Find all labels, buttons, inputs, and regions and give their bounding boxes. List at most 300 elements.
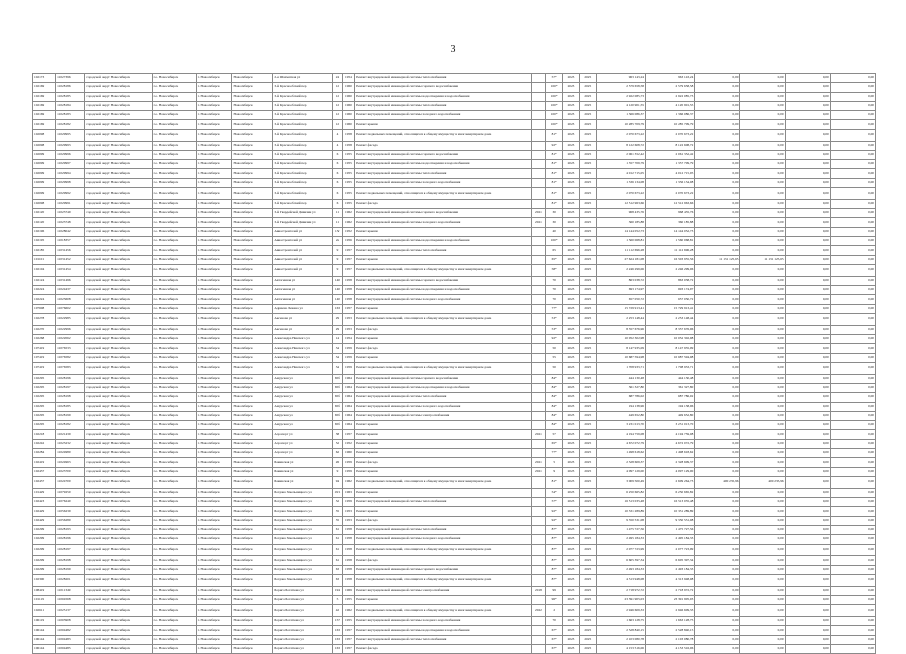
cell-municipality: городской округ Новосибирск <box>85 458 152 467</box>
cell-house: 157 <box>333 617 342 626</box>
cell-plan-start: 2023 <box>563 209 580 218</box>
cell-municipality: городской округ Новосибирск <box>85 645 152 654</box>
cell-sum-b: 0,00 <box>740 605 785 617</box>
cell-cost-total: 693 174,97 <box>596 286 645 295</box>
cell-street: Бориса Богаткова ул <box>273 596 333 605</box>
cell-sum-a: 0,00 <box>695 74 740 83</box>
cell-code: 11028201 <box>56 574 85 586</box>
cell-sum-d: 0,00 <box>830 129 875 141</box>
cell-plan-start: 2023 <box>563 556 580 565</box>
cell-street: Авиастроителей ул <box>273 227 333 236</box>
cell-plan-end: 2025 <box>579 535 596 544</box>
cell-municipality: городской округ Новосибирск <box>85 304 152 313</box>
cell-street: Бакинская ул <box>273 467 333 476</box>
cell-row-id: 102437 <box>33 476 56 488</box>
cell-locality-type: г.о. Новосибирск <box>152 150 196 159</box>
cell-district: Новосибирск <box>232 635 273 644</box>
cell-cost-budget: 4 194 759,08 <box>646 430 695 439</box>
cell-sum-a: 0,00 <box>695 421 740 430</box>
cell-cost-budget: 4 153 516,06 <box>646 645 695 654</box>
table-row <box>33 246 876 255</box>
cell-work-type: Ремонт крыши <box>355 507 531 516</box>
table-row <box>33 150 876 159</box>
cell-cost-total: 1 663 128,75 <box>596 617 645 626</box>
cell-flag <box>531 335 546 344</box>
cell-locality-type: г.о. Новосибирск <box>152 237 196 246</box>
cell-code: 11076240 <box>56 498 85 507</box>
cell-sum-c: 0,00 <box>785 246 830 255</box>
cell-year: 1959 <box>342 353 355 362</box>
cell-cost-total: 4 194 759,08 <box>596 430 645 439</box>
cell-sum-d: 0,00 <box>830 83 875 92</box>
cell-house: 61 <box>333 535 342 544</box>
cell-sum-d: 0,00 <box>830 74 875 83</box>
cell-flag <box>531 596 546 605</box>
cell-year: 1964 <box>342 384 355 393</box>
cell-cost-total: 12 512 963,66 <box>596 199 645 208</box>
cell-cost-budget: 2 922 085,73 <box>646 92 695 101</box>
cell-sum-a: 0,00 <box>695 362 740 374</box>
cell-locality-type: г.о. Новосибирск <box>152 83 196 92</box>
cell-house: 194 <box>333 586 342 595</box>
cell-house: 29 <box>333 325 342 334</box>
cell-year: 1959 <box>342 362 355 374</box>
cell-sum-d: 0,00 <box>830 286 875 295</box>
cell-municipality: городской округ Новосибирск <box>85 237 152 246</box>
cell-district: Новосибирск <box>232 178 273 187</box>
cell-cost-budget: 3 231 013,70 <box>646 421 695 430</box>
cell-settlement: г. Новосибирск <box>196 393 232 402</box>
cell-sum-d: 0,00 <box>830 458 875 467</box>
cell-cost-budget: 8 122 608,72 <box>646 141 695 150</box>
cell-house: 4 <box>333 129 342 141</box>
cell-sum-a: 0,00 <box>695 141 740 150</box>
cell-cost-budget: 968 435,76 <box>646 209 695 218</box>
cell-wear: 2 <box>546 605 563 617</box>
cell-wear: 92* <box>546 335 563 344</box>
cell-code: 11056239 <box>56 507 85 516</box>
cell-sum-a: 0,00 <box>695 160 740 169</box>
cell-house: 11 <box>333 209 342 218</box>
cell-district: Новосибирск <box>232 384 273 393</box>
cell-flag: 2021 <box>531 209 546 218</box>
cell-row-id: 102299 <box>33 565 56 574</box>
cell-cost-budget: 10 331 289,89 <box>646 507 695 516</box>
cell-sum-b: 0,00 <box>740 276 785 285</box>
cell-district: Новосибирск <box>232 565 273 574</box>
cell-flag <box>531 535 546 544</box>
cell-year: 1957 <box>342 246 355 255</box>
cell-sum-b: 11 131 125,65 <box>740 255 785 264</box>
cell-work-type: Ремонт внутридомовой инженерной системы горячего водоснабжения <box>355 276 531 285</box>
cell-flag <box>531 295 546 304</box>
cell-row-id: 102295 <box>33 384 56 393</box>
cell-row-id: 102437 <box>33 467 56 476</box>
cell-street: 3-й Краснообский пер <box>273 101 333 110</box>
cell-flag <box>531 129 546 141</box>
cell-sum-c: 0,00 <box>785 565 830 574</box>
cell-year: 1957 <box>342 635 355 644</box>
cell-house: 94 <box>333 476 342 488</box>
cell-street: 3-й Краснообский пер <box>273 92 333 101</box>
cell-municipality: городской округ Новосибирск <box>85 264 152 276</box>
cell-work-type: Ремонт фасада <box>355 556 531 565</box>
cell-cost-total: 1 366 086,37 <box>596 111 645 120</box>
cell-sum-a: 0,00 <box>695 467 740 476</box>
table-row <box>33 295 876 304</box>
cell-sum-b: 0,00 <box>740 565 785 574</box>
cell-cost-budget: 1 708 933,71 <box>646 362 695 374</box>
cell-cost-budget: 10 052 302,98 <box>646 335 695 344</box>
cell-locality-type: г.о. Новосибирск <box>152 411 196 420</box>
cell-cost-total: 4 012 715,05 <box>596 169 645 178</box>
cell-settlement: г. Новосибирск <box>196 169 232 178</box>
cell-plan-end: 2025 <box>579 645 596 654</box>
cell-district: Новосибирск <box>232 645 273 654</box>
cell-sum-a: 0,00 <box>695 335 740 344</box>
cell-plan-start: 2023 <box>563 120 580 129</box>
cell-plan-end: 2025 <box>579 605 596 617</box>
cell-municipality: городской округ Новосибирск <box>85 188 152 200</box>
cell-cost-total: 194 138,96 <box>596 402 645 411</box>
cell-year: 1962 <box>342 218 355 227</box>
cell-work-type: Ремонт фасада <box>355 516 531 525</box>
cell-locality-type: г.о. Новосибирск <box>152 374 196 383</box>
table-row <box>33 120 876 129</box>
cell-cost-total: 963 143,24 <box>596 74 645 83</box>
cell-municipality: городской округ Новосибирск <box>85 596 152 605</box>
cell-sum-c: 0,00 <box>785 295 830 304</box>
table-row <box>33 237 876 246</box>
cell-sum-c: 0,00 <box>785 74 830 83</box>
cell-year: 1957 <box>342 645 355 654</box>
cell-year: 1953 <box>342 313 355 325</box>
cell-locality-type: г.о. Новосибирск <box>152 449 196 458</box>
cell-street: Богдана Хмельницкого ул <box>273 516 333 525</box>
cell-plan-end: 2025 <box>579 188 596 200</box>
cell-cost-total: 1 498 618,62 <box>596 449 645 458</box>
cell-street: 2-я Шахматная ул <box>273 74 333 83</box>
cell-wear: 84* <box>546 402 563 411</box>
cell-year: 1959 <box>342 344 355 353</box>
cell-cost-budget: 16 503 955,56 <box>646 255 695 264</box>
cell-sum-b: 0,00 <box>740 439 785 448</box>
cell-flag <box>531 237 546 246</box>
cell-sum-d: 0,00 <box>830 313 875 325</box>
cell-locality-type: г.о. Новосибирск <box>152 129 196 141</box>
cell-wear: 84* <box>546 374 563 383</box>
cell-street: Богдана Хмельницкого ул <box>273 535 333 544</box>
cell-wear: 100* <box>546 111 563 120</box>
cell-sum-a: 0,00 <box>695 218 740 227</box>
cell-municipality: городской округ Новосибирск <box>85 120 152 129</box>
cell-wear: 77* <box>546 304 563 313</box>
cell-sum-b: 0,00 <box>740 120 785 129</box>
cell-cost-budget: 2 946 609,33 <box>646 605 695 617</box>
cell-sum-a: 0,00 <box>695 150 740 159</box>
cell-work-type: Ремонт крыши <box>355 255 531 264</box>
table-row <box>33 565 876 574</box>
cell-street: Автогенная ул <box>273 286 333 295</box>
cell-municipality: городской округ Новосибирск <box>85 160 152 169</box>
cell-plan-start: 2023 <box>563 439 580 448</box>
table-row <box>33 199 876 208</box>
cell-locality-type: г.о. Новосибирск <box>152 188 196 200</box>
cell-locality-type: г.о. Новосибирск <box>152 362 196 374</box>
cell-municipality: городской округ Новосибирск <box>85 635 152 644</box>
cell-house: 163 <box>333 304 342 313</box>
cell-sum-d: 0,00 <box>830 617 875 626</box>
cell-municipality: городской округ Новосибирск <box>85 246 152 255</box>
cell-street: Богдана Хмельницкого ул <box>273 498 333 507</box>
cell-cost-total: 2 493 184,33 <box>596 565 645 574</box>
cell-house: 14 <box>333 335 342 344</box>
cell-settlement: г. Новосибирск <box>196 120 232 129</box>
cell-plan-end: 2025 <box>579 525 596 534</box>
cell-flag: 2021 <box>531 458 546 467</box>
cell-house: 9 <box>333 467 342 476</box>
cell-street: Амурская ул <box>273 384 333 393</box>
table-row <box>33 544 876 556</box>
cell-work-type: Ремонт внутридомовой инженерной системы холодного водоснабжения <box>355 111 531 120</box>
cell-flag <box>531 565 546 574</box>
cell-row-id: 107419 <box>33 353 56 362</box>
cell-district: Новосибирск <box>232 467 273 476</box>
cell-house: 34 <box>333 344 342 353</box>
cell-locality-type: г.о. Новосибирск <box>152 92 196 101</box>
cell-flag <box>531 362 546 374</box>
table-row <box>33 586 876 595</box>
cell-district: Новосибирск <box>232 313 273 325</box>
cell-municipality: городской округ Новосибирск <box>85 295 152 304</box>
cell-year: 1955 <box>342 150 355 159</box>
cell-locality-type: г.о. Новосибирск <box>152 74 196 83</box>
cell-sum-b: 0,00 <box>740 344 785 353</box>
cell-year: 1954 <box>342 74 355 83</box>
cell-district: Новосибирск <box>232 335 273 344</box>
cell-house: 9 <box>333 255 342 264</box>
cell-plan-end: 2025 <box>579 160 596 169</box>
cell-sum-c: 0,00 <box>785 393 830 402</box>
cell-municipality: городской округ Новосибирск <box>85 449 152 458</box>
cell-code: 11024963 <box>56 458 85 467</box>
cell-sum-b: 0,00 <box>740 384 785 393</box>
table-row <box>33 535 876 544</box>
cell-sum-a: 0,00 <box>695 120 740 129</box>
cell-sum-d: 0,00 <box>830 178 875 187</box>
cell-district: Новосибирск <box>232 246 273 255</box>
cell-flag <box>531 199 546 208</box>
cell-flag: 2021 <box>531 430 546 439</box>
cell-sum-b: 0,00 <box>740 325 785 334</box>
cell-cost-budget: 1 560 068,81 <box>646 237 695 246</box>
cell-flag <box>531 325 546 334</box>
cell-street: Бориса Богаткова ул <box>273 635 333 644</box>
cell-sum-d: 0,00 <box>830 111 875 120</box>
cell-municipality: городской округ Новосибирск <box>85 498 152 507</box>
table-row <box>33 264 876 276</box>
cell-house: 5 <box>333 596 342 605</box>
cell-municipality: городской округ Новосибирск <box>85 393 152 402</box>
cell-plan-start: 2023 <box>563 411 580 420</box>
cell-sum-b: 0,00 <box>740 467 785 476</box>
cell-house: 2а <box>333 237 342 246</box>
cell-code: 11028186 <box>56 83 85 92</box>
cell-street: Бориса Богаткова ул <box>273 645 333 654</box>
cell-code: 11029992 <box>56 188 85 200</box>
cell-plan-end: 2025 <box>579 467 596 476</box>
cell-street: Александра Невского ул <box>273 362 333 374</box>
cell-house: 24 <box>333 74 342 83</box>
cell-sum-c: 0,00 <box>785 476 830 488</box>
cell-cost-budget: 6 605 397,34 <box>646 556 695 565</box>
cell-settlement: г. Новосибирск <box>196 111 232 120</box>
cell-cost-total: 1 475 727,56 <box>596 525 645 534</box>
cell-house: 61 <box>333 544 342 556</box>
cell-sum-c: 0,00 <box>785 362 830 374</box>
cell-house: 62 <box>333 449 342 458</box>
cell-settlement: г. Новосибирск <box>196 362 232 374</box>
cell-street: 3-й Краснообский пер <box>273 178 333 187</box>
cell-cost-total: 4 672 072,79 <box>596 439 645 448</box>
table-row <box>33 255 876 264</box>
cell-locality-type: г.о. Новосибирск <box>152 402 196 411</box>
cell-sum-a: 0,00 <box>695 178 740 187</box>
cell-cost-budget: 6 250 665,82 <box>646 488 695 497</box>
cell-street: Богдана Хмельницкого ул <box>273 507 333 516</box>
cell-street: Богдана Хмельницкого ул <box>273 488 333 497</box>
cell-row-id: 102429 <box>33 507 56 516</box>
cell-code: 11003908 <box>56 617 85 626</box>
cell-flag <box>531 421 546 430</box>
cell-work-type: Ремонт внутридомовой инженерной системы теплоснабжения <box>355 169 531 178</box>
cell-house: 163 <box>333 626 342 635</box>
cell-plan-end: 2025 <box>579 498 596 507</box>
cell-sum-c: 0,00 <box>785 344 830 353</box>
cell-street: Автогенная ул <box>273 295 333 304</box>
cell-sum-b: 0,00 <box>740 507 785 516</box>
cell-street: Бакинская ул <box>273 458 333 467</box>
cell-code: 11023608 <box>56 295 85 304</box>
cell-cost-budget: 2 579 658,58 <box>646 83 695 92</box>
cell-street: Аэропорт ул <box>273 430 333 439</box>
cell-district: Новосибирск <box>232 83 273 92</box>
cell-code: 11024980 <box>56 449 85 458</box>
cell-year: 1964 <box>342 411 355 420</box>
cell-row-id: 102218 <box>33 430 56 439</box>
cell-work-type: Ремонт внутридомовой инженерной системы водоотведения и водоснабжения <box>355 384 531 393</box>
cell-wear: 87* <box>546 535 563 544</box>
cell-row-id: 102270 <box>33 325 56 334</box>
cell-settlement: г. Новосибирск <box>196 574 232 586</box>
cell-locality-type: г.о. Новосибирск <box>152 476 196 488</box>
cell-house: 6 <box>333 199 342 208</box>
cell-code: 11028183 <box>56 111 85 120</box>
table-row <box>33 362 876 374</box>
cell-sum-d: 0,00 <box>830 120 875 129</box>
cell-year: 1958 <box>342 141 355 150</box>
table-row <box>33 188 876 200</box>
cell-wear: 84* <box>546 384 563 393</box>
cell-cost-budget: 2 495 184,33 <box>646 535 695 544</box>
cell-plan-start: 2023 <box>563 626 580 635</box>
cell-locality-type: г.о. Новосибирск <box>152 498 196 507</box>
cell-cost-total: 1 357 709,79 <box>596 160 645 169</box>
cell-flag <box>531 169 546 178</box>
cell-flag <box>531 488 546 497</box>
cell-row-id: 102169 <box>33 101 56 110</box>
cell-locality-type: г.о. Новосибирск <box>152 525 196 534</box>
cell-cost-total: 16 513 035,48 <box>596 498 645 507</box>
cell-plan-start: 2023 <box>563 362 580 374</box>
cell-wear: 9 <box>546 467 563 476</box>
cell-code: 11028196 <box>56 535 85 544</box>
cell-street: Аэропорт ул <box>273 449 333 458</box>
cell-district: Новосибирск <box>232 476 273 488</box>
cell-work-type: Ремонт внутридомовой инженерной системы электроснабжения <box>355 411 531 420</box>
cell-municipality: городской округ Новосибирск <box>85 101 152 110</box>
cell-sum-d: 0,00 <box>830 141 875 150</box>
cell-house: 9 <box>333 246 342 255</box>
cell-work-type: Ремонт крыши <box>355 449 531 458</box>
cell-plan-start: 2023 <box>563 255 580 264</box>
cell-settlement: г. Новосибирск <box>196 246 232 255</box>
cell-plan-end: 2025 <box>579 402 596 411</box>
cell-plan-start: 2023 <box>563 476 580 488</box>
cell-wear: 67* <box>546 645 563 654</box>
cell-cost-total: 8 147 935,09 <box>596 344 645 353</box>
cell-street: Амурская ул <box>273 402 333 411</box>
cell-cost-budget: 11 112 696,28 <box>646 246 695 255</box>
cell-flag <box>531 83 546 92</box>
cell-row-id: 102295 <box>33 411 56 420</box>
cell-sum-a: 0,00 <box>695 544 740 556</box>
cell-cost-budget: 449 652,80 <box>646 411 695 420</box>
cell-cost-total: 6 250 665,82 <box>596 488 645 497</box>
cell-street: Амурская ул <box>273 393 333 402</box>
cell-plan-end: 2025 <box>579 344 596 353</box>
cell-plan-end: 2025 <box>579 556 596 565</box>
cell-wear: 50 <box>546 344 563 353</box>
cell-settlement: г. Новосибирск <box>196 313 232 325</box>
cell-settlement: г. Новосибирск <box>196 255 232 264</box>
cell-plan-start: 2023 <box>563 645 580 654</box>
cell-work-type: Ремонт подвальных помещений, относящихся к общему имуществу в многоквартирном доме <box>355 544 531 556</box>
cell-row-id: 106119 <box>33 617 56 626</box>
cell-street: Богдана Хмельницкого ул <box>273 525 333 534</box>
cell-street: Богдана Хмельницкого ул <box>273 565 333 574</box>
cell-cost-total: 9 350 531,08 <box>596 516 645 525</box>
cell-settlement: г. Новосибирск <box>196 374 232 383</box>
cell-plan-start: 2023 <box>563 449 580 458</box>
cell-wear: 77* <box>546 449 563 458</box>
cell-locality-type: г.о. Новосибирск <box>152 325 196 334</box>
cell-row-id: 102169 <box>33 83 56 92</box>
cell-plan-start: 2023 <box>563 525 580 534</box>
cell-code: 11028184 <box>56 101 85 110</box>
cell-cost-budget: 4 097 129,00 <box>646 467 695 476</box>
cell-plan-end: 2025 <box>579 617 596 626</box>
cell-work-type: Ремонт подвальных помещений, относящихся к общему имуществу в многоквартирном доме <box>355 605 531 617</box>
cell-street: Авиастроителей ул <box>273 246 333 255</box>
cell-code: 11028182 <box>56 421 85 430</box>
cell-sum-b: 0,00 <box>740 264 785 276</box>
cell-sum-b: 0,00 <box>740 411 785 420</box>
cell-sum-c: 0,00 <box>785 92 830 101</box>
cell-street: Богдана Хмельницкого ул <box>273 574 333 586</box>
cell-municipality: городской округ Новосибирск <box>85 617 152 626</box>
cell-year: 1959 <box>342 458 355 467</box>
